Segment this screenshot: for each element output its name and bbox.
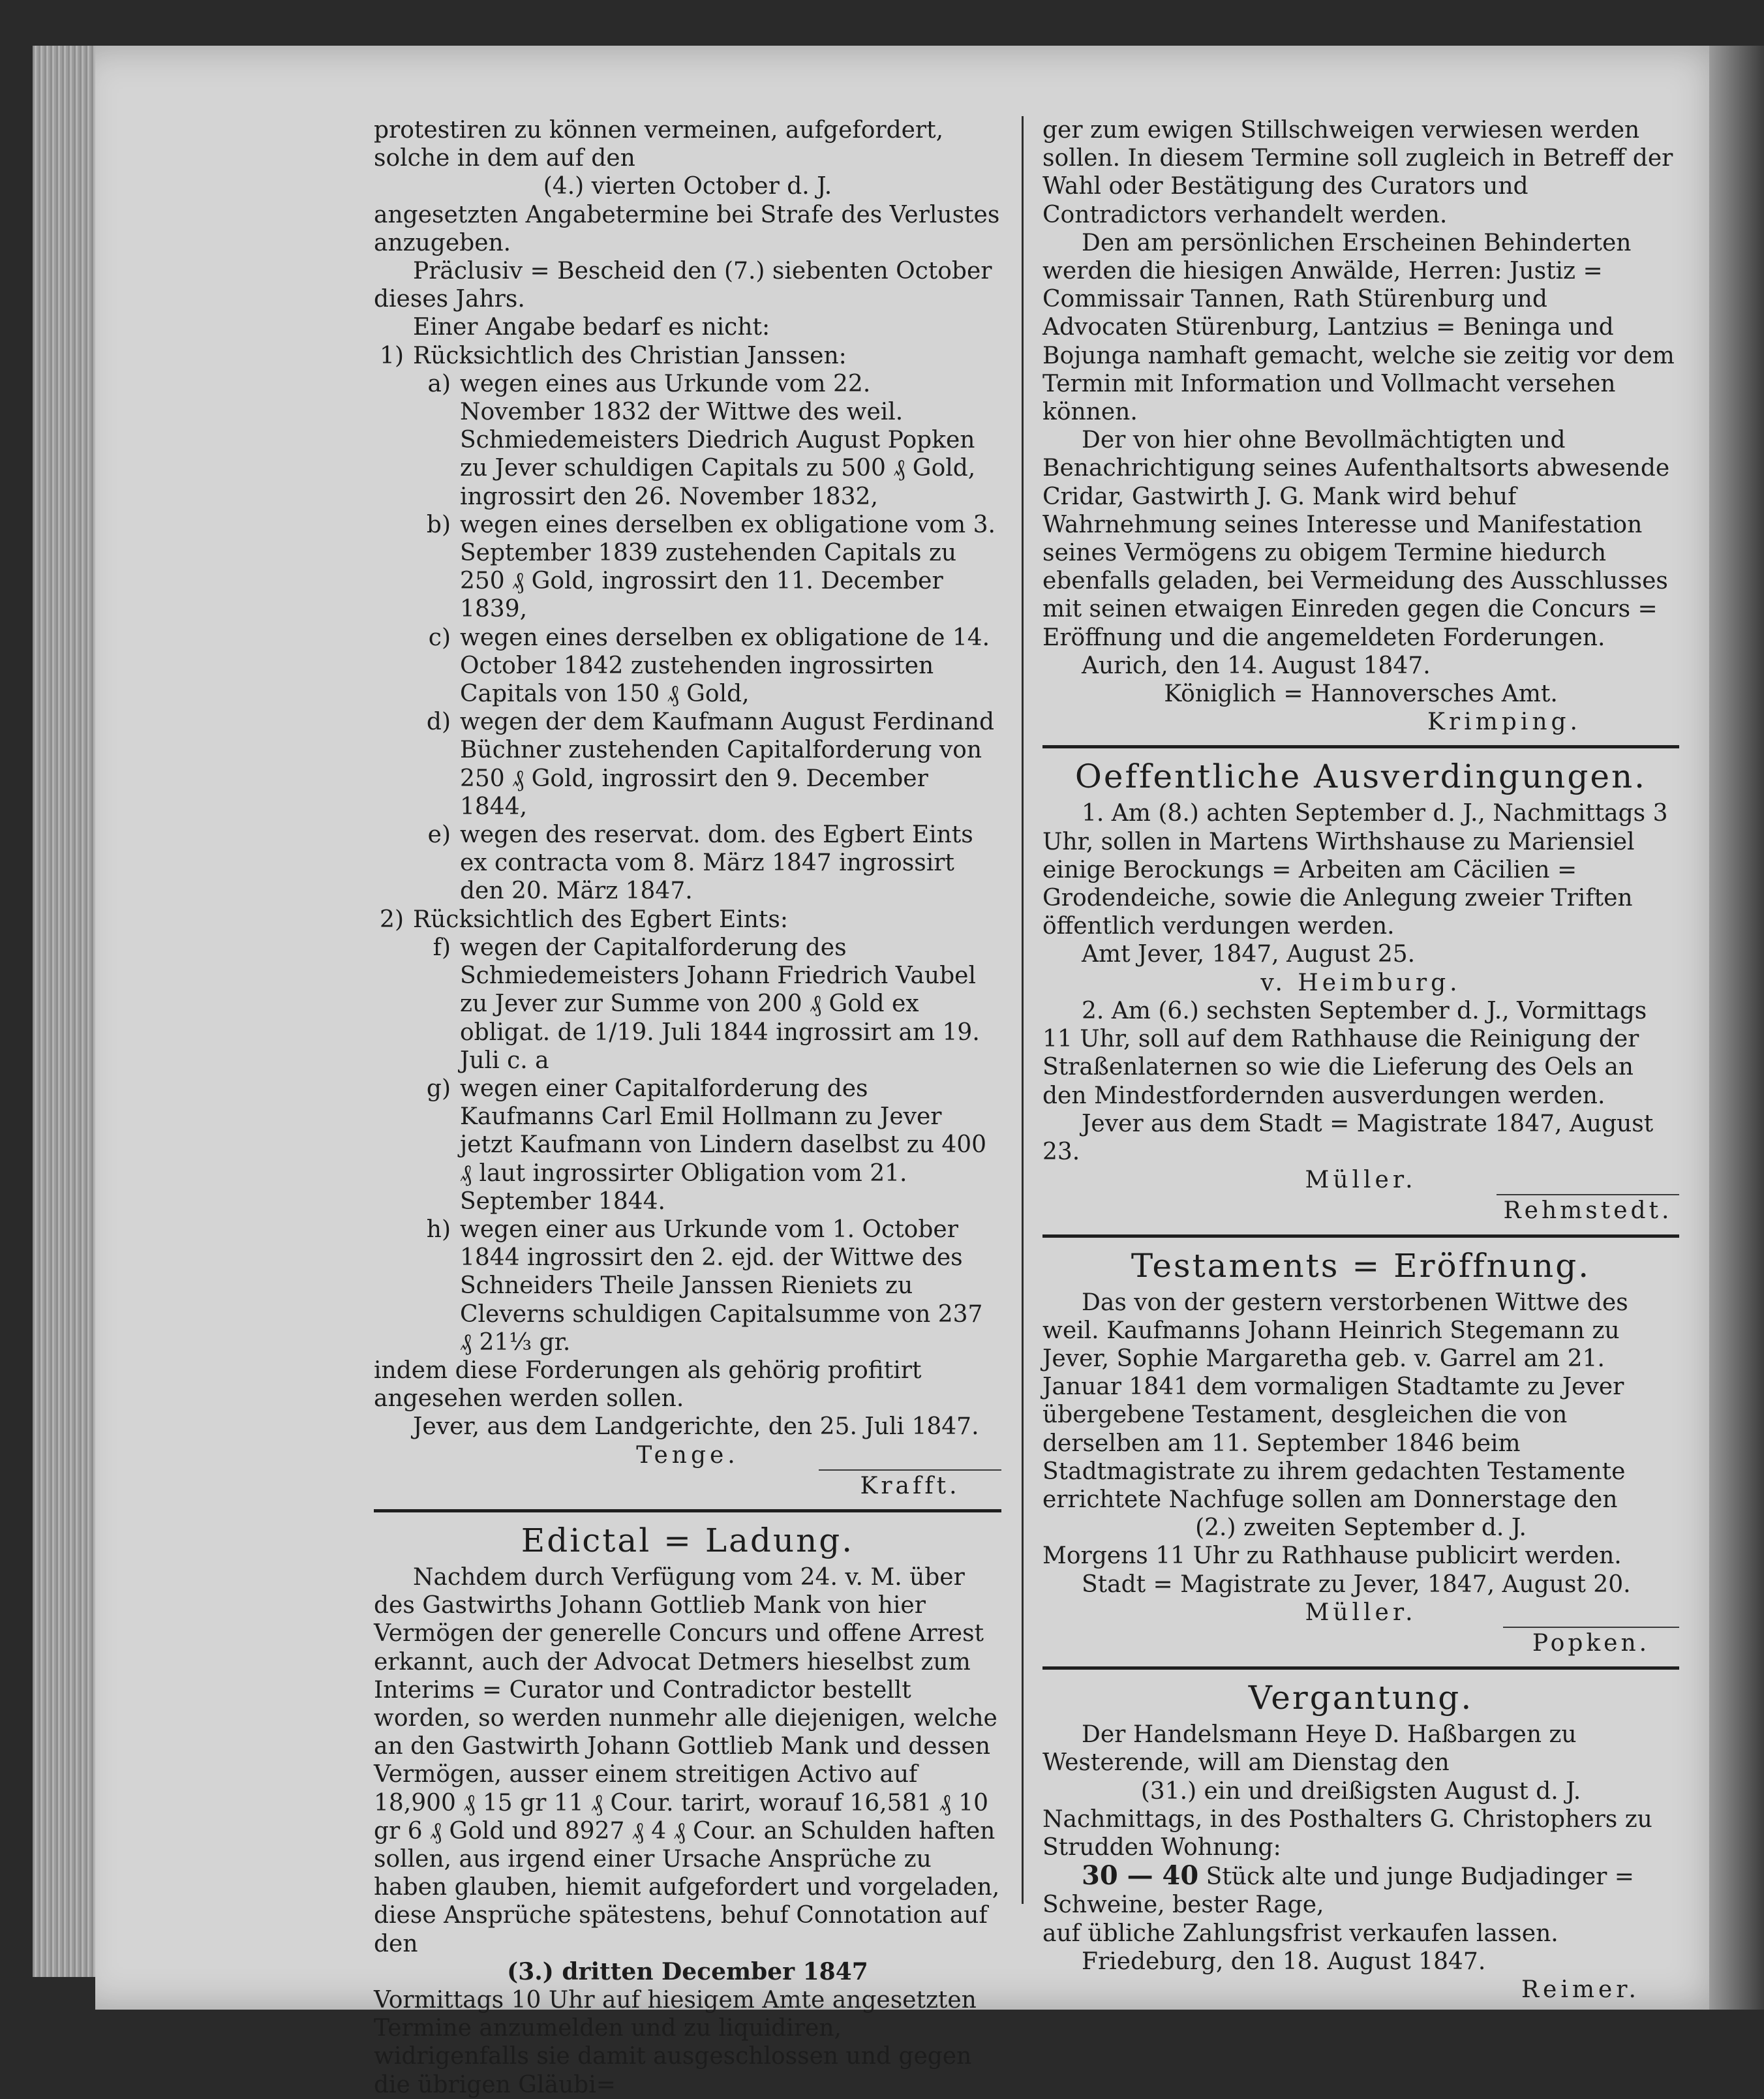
item-text: wegen des reservat. dom. des Egbert Eints ex contracta vom 8. März 1847 ingrossirt den 20. März 1847. [460,821,973,905]
left-column [374,116,1001,2099]
item-marker: g) [426,1075,451,1102]
vergantung-date-line: (31.) ein und dreißigsten August d. J. [1140,1777,1581,1805]
column-divider [1022,116,1024,1904]
section-rule [1042,1234,1679,1238]
group-1 [374,342,1001,370]
list-item [374,1216,1001,1356]
item-text: wegen der Capitalforderung des Schmiedemeisters Johann Friedrich Vaubel zu Jever zur Summe von 200 ₰ Gold ex obligat. de 1/19. Juli 1844 ingrossirt am 19. Juli c. a [460,934,980,1074]
right-column [1042,116,1679,2004]
intro-text: protestiren zu können vermeinen, aufgefordert, solche in dem auf den [374,117,944,172]
group-marker: 2) [380,906,404,933]
item-text: wegen einer Capitalforderung des Kaufmanns Carl Emil Hollmann zu Jever jetzt Kaufmann von Lindern daselbst zu 400 ₰ laut ingrossirter Obligation vom 21. September 1844. [460,1075,987,1215]
edictal-after: Vormittags 10 Uhr auf hiesigem Amte angesetzten Termine anzumelden und zu liquidiren, widrigenfalls sie damit ausgeschlossen und gegen die übrigen Gläubi= [374,1987,977,2098]
paragraph: Der von hier ohne Bevollmächtigten und Benachrichtigung seines Aufenthaltsorts abwesende Cridar, Gastwirth J. G. Mank wird behuf Wahrnehmung seines Interesse und Manifestation seines Vermögens zu obigem Termine hiedurch ebenfalls geladen, bei Vermeidung des Ausschlusses mit seinen etwaigen Einreden gegen die Concurs = Eröffnung und die angemeldeten Forderungen. [1042,427,1670,651]
item-marker: e) [427,821,451,849]
group-title: Rücksichtlich des Christian Janssen: [413,342,847,369]
vergantung-body: Der Handelsmann Heye D. Haßbargen zu Westerende, will am Dienstag den [1042,1721,1577,1777]
list-item [374,821,1001,906]
list-item [374,934,1001,1075]
item-text: wegen eines aus Urkunde vom 22. November 1832 der Wittwe des weil. Schmiedemeisters Diedrich August Popken zu Jever schuldigen Capitals zu 500 ₰ Gold, ingrossirt den 26. November 1832, [460,370,976,510]
list-item [374,708,1001,821]
signature: Rehmstedt. [1497,1194,1679,1225]
place-date: Amt Jever, 1847, August 25. [1082,941,1416,968]
closing-text: indem diese Forderungen als gehörig profitirt angesehen werden sollen. [374,1356,922,1413]
list-item [374,370,1001,511]
vergantung-after: Nachmittags, in des Posthalters G. Christophers zu Strudden Wohnung: [1042,1805,1652,1861]
section-rule [1042,1666,1679,1670]
testament-after: Morgens 11 Uhr zu Rathhause publicirt werden. [1042,1542,1622,1570]
group-title: Rücksichtlich des Egbert Eints: [413,906,788,933]
paragraph: Den am persönlichen Erscheinen Behinderten werden die hiesigen Anwälde, Herren: Justiz = Commissair Tannen, Rath Stürenburg und Advocaten Stürenburg, Lantzius = Beninga und Bojunga namhaft gemacht, welche sie zeitig vor dem Termin mit Information und Vollmacht versehen können. [1042,229,1675,426]
book-spine [1709,46,1764,2010]
signature: Reimer. [1521,1976,1640,2003]
item-text: wegen eines derselben ex obligatione vom 3. September 1839 zustehenden Capitals zu 250 ₰ Gold, ingrossirt den 11. December 1839, [460,511,996,623]
signature: Krafft. [819,1469,1001,1500]
signature: Krimping. [1427,709,1581,736]
list-item [374,624,1001,709]
praeclusiv-text: Präclusiv = Bescheid den (7.) siebenten October dieses Jahrs. [374,258,992,313]
place-date: Jever aus dem Stadt = Magistrate 1847, August 23. [1042,1110,1654,1165]
edictal-body: Nachdem durch Verfügung vom 24. v. M. über des Gastwirths Johann Gottlieb Mank von hier Vermögen der generelle Concurs und offene Arrest erkannt, auch der Advocat Detmers hieselbst zum Interims = Curator und Contradictor bestellt worden, so werden nunmehr alle diejenigen, welche an den Gastwirth Johann Gottlieb Mank und dessen Vermögen, ausser einem streitigen Activo auf 18,900 ₰ 15 gr 11 ₰ Cour. tarirt, worauf 16,581 ₰ 10 gr 6 ₰ Gold und 8927 ₰ 4 ₰ Cour. an Schulden haften sollen, aus irgend einer Ursache Ansprüche zu haben glauben, hiemit aufgefordert und vorgeladen, diese Ansprüche spätestens, behuf Connotation auf den [374,1563,1000,1957]
item-text: wegen einer aus Urkunde vom 1. October 1844 ingrossirt den 2. ejd. der Wittwe des Schneiders Theile Janssen Rieniets zu Cleverns schuldigen Capitalsumme von 237 ₰ 21⅓ gr. [460,1216,983,1356]
item-text: wegen der dem Kaufmann August Ferdinand Büchner zustehenden Capitalforderung von 250 ₰ Gold, ingrossirt den 9. December 1844, [460,709,995,820]
vergantung-terms: auf übliche Zahlungsfrist verkaufen lassen. [1042,1920,1559,1947]
place-date: Jever, aus dem Landgerichte, den 25. Juli 1847. [413,1413,979,1441]
group-marker: 1) [380,342,404,369]
authority-line: Königlich = Hannoversches Amt. [1164,681,1558,708]
item-marker: h) [426,1216,451,1243]
place-date: Stadt = Magistrate zu Jever, 1847, August 20. [1082,1570,1631,1598]
section-heading-ausverdingungen: Oeffentliche Ausverdingungen. [1074,758,1647,796]
testament-date-line: (2.) zweiten September d. J. [1195,1514,1527,1542]
notice-item: 2. Am (6.) sechsten September d. J., Vormittags 11 Uhr, soll auf dem Rathhause die Reinigung der Straßenlaternen so wie die Lieferung des Oels an den Mindestfordernden ausverdungen werden. [1042,997,1647,1109]
signature: Müller. [1305,1167,1417,1194]
edictal-date-line: (3.) dritten December 1847 [507,1957,868,1985]
place-date: Aurich, den 14. August 1847. [1082,652,1431,679]
signature: v. Heimburg. [1260,969,1461,996]
item-marker: d) [426,709,451,736]
item-marker: b) [426,511,451,538]
section-rule [1042,745,1679,748]
item-marker: f) [433,934,451,961]
goods-count: 30 — 40 [1082,1860,1199,1892]
signature: Popken. [1503,1627,1679,1657]
goods-text: Stück alte und junge Budjadinger = Schweine, bester Rage, [1042,1863,1634,1919]
list-item [374,511,1001,624]
section-heading-edictal: Edictal = Ladung. [521,1521,855,1559]
einer-angabe-text: Einer Angabe bedarf es nicht: [413,314,770,341]
section-rule [374,1509,1001,1512]
continuation-text: ger zum ewigen Stillschweigen verwiesen werden sollen. In diesem Termine soll zugleich in Betreff der Wahl oder Bestätigung des Curators und Contradictors verhandelt werden. [1042,117,1673,228]
section-heading-testament: Testaments = Eröffnung. [1131,1246,1591,1285]
signature: Tenge. [636,1441,739,1469]
signature: Müller. [1305,1599,1417,1626]
book-page-edges [33,46,97,1977]
group-2 [374,906,1001,934]
item-marker: c) [428,624,451,651]
list-item [374,1075,1001,1216]
item-marker: a) [427,370,451,397]
after-date-text: angesetzten Angabetermine bei Strafe des Verlustes anzugeben. [374,201,1000,256]
section-heading-vergantung: Vergantung. [1248,1679,1474,1717]
date-line: (4.) vierten October d. J. [543,173,832,200]
place-date: Friedeburg, den 18. August 1847. [1082,1948,1486,1975]
notice-item: 1. Am (8.) achten September d. J., Nachmittags 3 Uhr, sollen in Martens Wirthshause zu Mariensiel einige Berockungs = Arbeiten am Cäcilien = Grodendeiche, sowie die Anlegung zweier Triften öffentlich verdungen werden. [1042,800,1668,940]
testament-body: Das von der gestern verstorbenen Wittwe des weil. Kaufmanns Johann Heinrich Stegemann zu Jever, Sophie Margaretha geb. v. Garrel am 21. Januar 1841 dem vormaligen Stadtamte zu Jever übergebene Testament, desgleichen die von derselben am 11. September 1846 beim Stadtmagistrate zu ihrem gedachten Testamente errichtete Nachfuge sollen am Donnerstage den [1042,1289,1628,1513]
item-text: wegen eines derselben ex obligatione de 14. October 1842 zustehenden ingrossirten Capitals von 150 ₰ Gold, [460,624,990,708]
